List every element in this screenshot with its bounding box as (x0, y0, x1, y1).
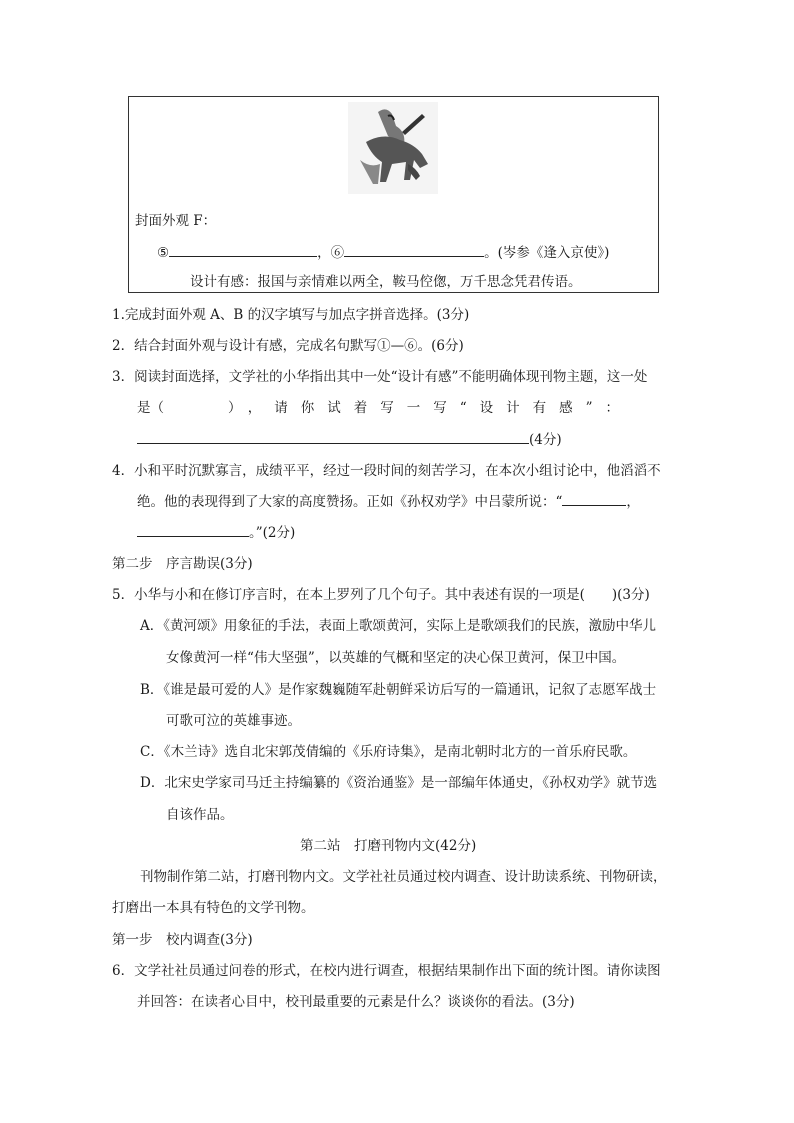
cover-line-5-6 (157, 241, 609, 261)
q4-end: 。”(2分) (249, 525, 296, 541)
comma: ， (317, 245, 331, 261)
q3-prompt: ），请你试着写一写“设计有感”： (228, 400, 633, 416)
q3-score: (4分) (529, 432, 562, 448)
blank-6[interactable] (344, 242, 484, 257)
option-d-line1[interactable]: D．北宋史学家司马迁主持编纂的《资治通鉴》是一部编年体通史，《孙权劝学》就节选 (140, 775, 658, 791)
question-4-line3 (137, 521, 295, 541)
option-b-line2: 可歌可泣的英雄事迹。 (166, 713, 301, 729)
circle-5: ⑤ (157, 245, 170, 261)
question-3-line1: 3．阅读封面选择，文学社的小华指出其中一处“设计有感”不能明确体现刊物主题，这一处 (112, 369, 648, 385)
option-d-line2: 自该作品。 (166, 807, 234, 823)
question-4-line2 (137, 490, 640, 510)
step-1-heading: 第一步 校内调查(3分) (112, 932, 253, 948)
cover-source: 。(岑参《逢入京使》) (484, 245, 610, 261)
q4-blank-1[interactable] (562, 491, 626, 506)
blank-5[interactable] (169, 242, 317, 257)
horseman-illustration (348, 102, 438, 194)
question-6-line1: 6．文学社社员通过问卷的形式，在校内进行调查，根据结果制作出下面的统计图。请你读图 (112, 963, 661, 979)
q4-comma: ， (626, 494, 640, 510)
q3-paren-blank[interactable] (164, 398, 228, 412)
intro-line2: 打磨出一本具有特色的文学刊物。 (112, 900, 315, 916)
cover-label: 封面外观 F： (135, 213, 217, 229)
q3-answer-blank[interactable] (137, 429, 529, 444)
q3-open: 是（ (137, 400, 164, 416)
question-3-answer-line (137, 428, 562, 448)
question-5-stem: 5．小华与小和在修订序言时，在本上罗列了几个句子。其中表述有误的一项是( )(3分) (112, 587, 650, 603)
cover-design-note: 设计有感：报国与亲情难以两全，鞍马倥偬，万千思念凭君传语。 (190, 274, 582, 290)
step-2-heading: 第二步 序言勘误(3分) (112, 556, 253, 572)
q4-text: 绝。他的表现得到了大家的高度赞扬。正如《孙权劝学》中吕蒙所说：“ (137, 494, 563, 510)
q4-blank-2[interactable] (137, 522, 249, 537)
intro-line1: 刊物制作第二站，打磨刊物内文。文学社社员通过校内调查、设计助读系统、刊物研读， (140, 869, 667, 885)
option-a-line1[interactable]: A．《黄河颂》用象征的手法，表面上歌颂黄河，实际上是歌颂我们的民族，激励中华儿 (140, 618, 656, 634)
station-2-heading: 第二站 打磨刊物内文(42分) (300, 838, 477, 854)
question-2: 2．结合封面外观与设计有感，完成名句默写①—⑥。(6分) (112, 338, 464, 354)
question-4-line1: 4．小和平时沉默寡言，成绩平平，经过一段时间的刻苦学习，在本次小组讨论中，他滔滔不 (112, 463, 661, 479)
question-6-line2: 并回答：在读者心目中，校刊最重要的元素是什么？谈谈你的看法。(3分) (137, 994, 575, 1010)
option-a-line2: 女像黄河一样“伟大坚强”，以英雄的气概和坚定的决心保卫黄河，保卫中国。 (166, 650, 626, 666)
question-3-line2 (137, 396, 632, 416)
option-b-line1[interactable]: B．《谁是最可爱的人》是作家魏巍随军赴朝鲜采访后写的一篇通讯，记叙了志愿军战士 (140, 682, 657, 698)
circle-6: ⑥ (330, 245, 345, 261)
question-1: 1.完成封面外观 A、B 的汉字填写与加点字拼音选择。(3分) (112, 307, 470, 323)
option-c[interactable]: C．《木兰诗》选自北宋郭茂倩编的《乐府诗集》，是南北朝时北方的一首乐府民歌。 (140, 744, 637, 760)
